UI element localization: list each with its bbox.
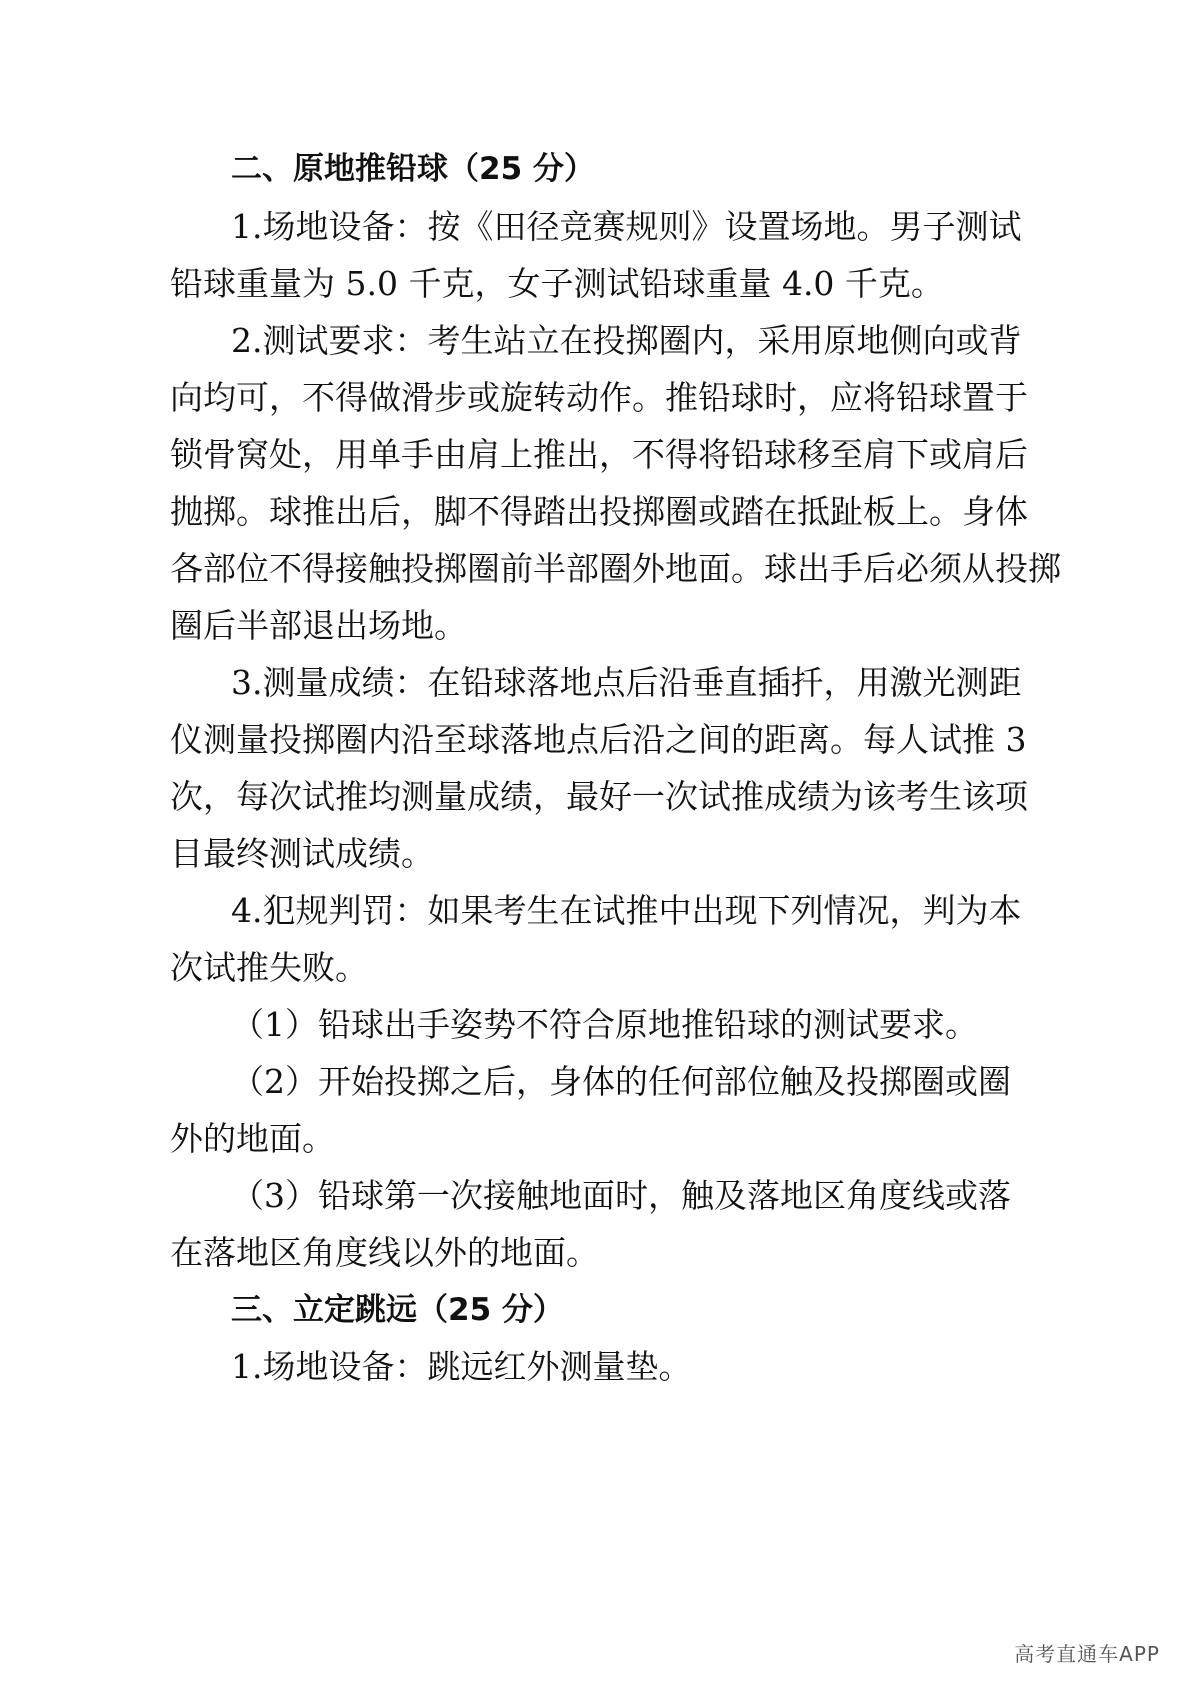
- paragraph-line: 在落地区角度线以外的地面。: [170, 1233, 599, 1272]
- paragraph-line: 锁骨窝处，用单手由肩上推出，不得将铅球移至肩下或肩后: [170, 435, 1028, 474]
- watermark: 高考直通车APP: [1014, 1642, 1160, 1666]
- paragraph-line: 1.场地设备：按《田径竞赛规则》设置场地。男子测试: [231, 207, 1022, 246]
- paragraph-line: 外的地面。: [170, 1119, 335, 1158]
- list-item: （3）铅球第一次接触地面时，触及落地区角度线或落: [231, 1176, 1011, 1215]
- paragraph-line: 次试推失败。: [170, 948, 368, 987]
- section-heading-standing-jump: 三、立定跳远（25 分）: [231, 1292, 564, 1328]
- paragraph-line: 各部位不得接触投掷圈前半部圈外地面。球出手后必须从投掷: [170, 549, 1061, 588]
- paragraph-line: 向均可，不得做滑步或旋转动作。推铅球时，应将铅球置于: [170, 378, 1028, 417]
- paragraph-line: 铅球重量为 5.0 千克，女子测试铅球重量 4.0 千克。: [170, 264, 944, 303]
- section-heading-shot-put: 二、原地推铅球（25 分）: [231, 151, 595, 187]
- paragraph-line: 3.测量成绩：在铅球落地点后沿垂直插扦，用激光测距: [231, 663, 1022, 702]
- paragraph-line: 目最终测试成绩。: [170, 834, 434, 873]
- paragraph-line: 4.犯规判罚：如果考生在试推中出现下列情况，判为本: [231, 891, 1022, 930]
- paragraph-line: 圈后半部退出场地。: [170, 606, 467, 645]
- paragraph-line: 2.测试要求：考生站立在投掷圈内，采用原地侧向或背: [231, 321, 1022, 360]
- paragraph-line: 1.场地设备：跳远红外测量垫。: [231, 1347, 692, 1386]
- paragraph-line: 抛掷。球推出后，脚不得踏出投掷圈或踏在抵趾板上。身体: [170, 492, 1028, 531]
- list-item: （1）铅球出手姿势不符合原地推铅球的测试要求。: [231, 1005, 978, 1044]
- paragraph-line: 次，每次试推均测量成绩，最好一次试推成绩为该考生该项: [170, 777, 1028, 816]
- list-item: （2）开始投掷之后，身体的任何部位触及投掷圈或圈: [231, 1062, 1011, 1101]
- paragraph-line: 仪测量投掷圈内沿至球落地点后沿之间的距离。每人试推 3: [170, 720, 1027, 759]
